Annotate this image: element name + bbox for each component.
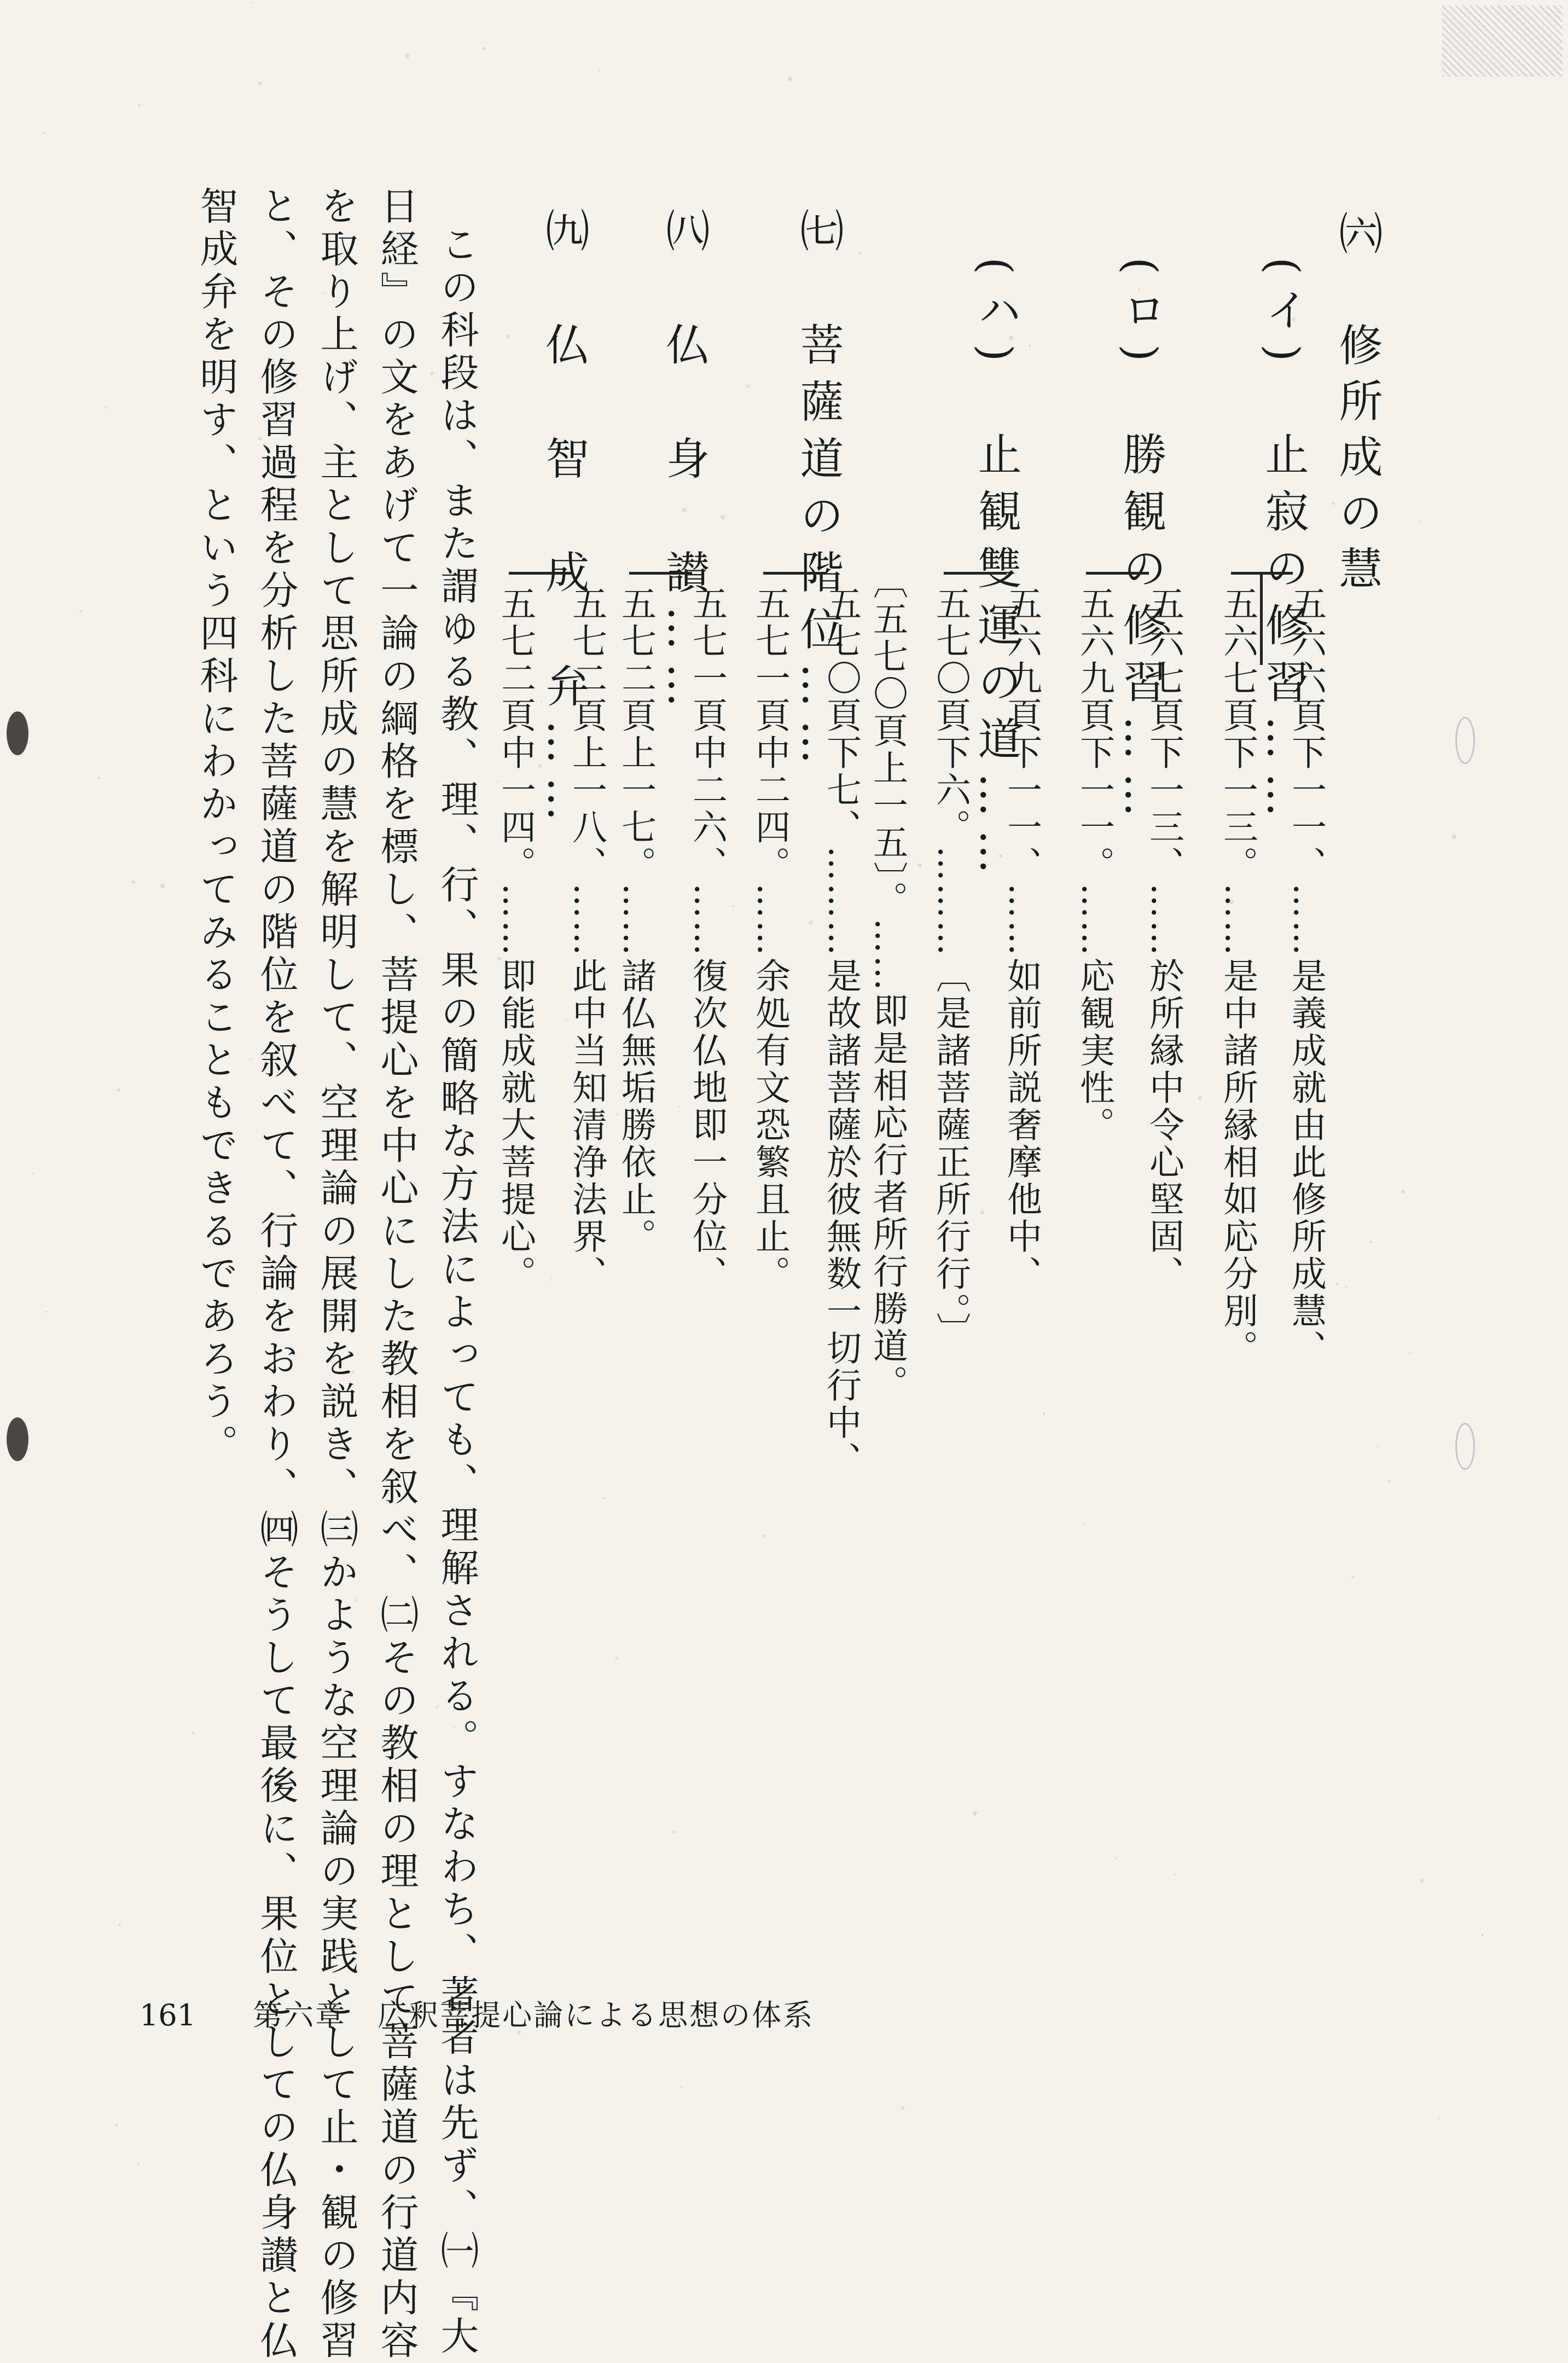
scan-speck: [453, 1726, 455, 1728]
scan-speck: [42, 132, 44, 134]
page-footer: [140, 1992, 814, 2034]
scan-speck: [578, 1179, 580, 1182]
reference-line: 五七〇頁下七、………是故諸菩薩於彼無数一切行中、: [821, 586, 861, 1479]
bracket-tick: [1086, 572, 1118, 575]
scan-speck: [615, 1657, 618, 1660]
bracket-tick: [974, 572, 1007, 575]
item-label-7: ㈦ 菩薩道の階位……: [793, 208, 844, 777]
scan-speck: [430, 372, 434, 375]
item-label-ha: (ハ) 止観雙運の道……: [971, 257, 1021, 887]
reference-line: 〔五七〇頁上一五〕。……即是相応行者所行勝道。: [867, 564, 908, 1402]
scan-speck: [79, 610, 82, 613]
bracket-tick: [944, 572, 975, 575]
scan-speck: [118, 1924, 121, 1926]
scan-speck: [1419, 521, 1420, 523]
bracket-tick: [763, 572, 795, 575]
bracket-tick: [793, 572, 826, 575]
reference-line: 五七二頁上一七。……諸仏無垢勝依止。: [615, 586, 656, 1255]
scan-speck: [1351, 1576, 1354, 1579]
scan-speck: [482, 47, 485, 50]
scan-speck: [1292, 317, 1296, 321]
reference-line: 五七二頁上一八、……此中当知清浄法界、: [566, 586, 607, 1293]
scan-speck: [540, 700, 542, 703]
scan-speck: [405, 53, 409, 57]
scan-speck: [680, 2087, 682, 2088]
scan-speck: [45, 1311, 47, 1313]
scan-speck: [746, 385, 750, 388]
scan-speck: [517, 2031, 521, 2035]
scan-mark: [1455, 1423, 1475, 1470]
scan-speck: [98, 777, 101, 779]
reference-line: 五七〇頁下六。………〔是諸菩薩正所行行。〕: [930, 586, 971, 1350]
scan-speck: [682, 508, 687, 512]
scan-speck: [917, 863, 922, 867]
scan-speck: [859, 252, 862, 254]
item-label-i: (イ) 止寂の修習……: [1258, 257, 1309, 830]
scan-speck: [979, 585, 983, 589]
scan-speck: [115, 2124, 118, 2127]
scan-speck: [999, 854, 1002, 858]
bracket-tick: [1231, 572, 1263, 575]
scan-speck: [538, 764, 542, 768]
scan-speck: [1229, 900, 1234, 904]
scan-speck: [1043, 1412, 1046, 1415]
scan-speck: [322, 292, 324, 294]
paragraph-line: 日経』の文をあげて一論の綱格を標し、菩提心を中心にした教相を叙べ、㈡その教相の理として菩薩道の行道内容: [374, 186, 419, 2363]
item-label-9: ㈨ 仏 智 成 弁……: [538, 208, 589, 834]
scan-speck: [258, 437, 262, 441]
scan-speck: [104, 407, 106, 408]
scan-noise: [1442, 5, 1563, 77]
reference-line: 五六七頁下一三。……是中諸所縁相如応分別。: [1217, 586, 1258, 1367]
reference-line: 五七一頁中二六、……復次仏地即一分位、: [687, 586, 727, 1293]
scan-speck: [980, 1211, 984, 1214]
paragraph-line: この科段は、また謂ゆる教、理、行、果の簡略な方法によっても、理解される。すなわち、著者は先ず、㈠『大: [434, 224, 479, 2359]
scan-speck: [506, 335, 509, 338]
reference-line: 五六九頁下一一、……如前所説奢摩他中、: [1001, 586, 1042, 1293]
scan-speck: [1388, 1480, 1391, 1482]
scan-speck: [1083, 1523, 1084, 1525]
scan-speck: [191, 1731, 194, 1734]
scan-speck: [1138, 287, 1140, 289]
scan-speck: [642, 1201, 644, 1203]
scan-speck: [809, 920, 813, 925]
scan-speck: [117, 1088, 120, 1092]
scan-speck: [602, 1497, 605, 1499]
item-label-8: ㈧ 仏 身 讃……: [659, 208, 710, 720]
reference-line: 五六七頁下一三、……於所縁中令心堅固、: [1143, 586, 1184, 1293]
scan-speck: [901, 2106, 905, 2110]
scan-speck: [1401, 1190, 1405, 1194]
scan-speck: [258, 82, 262, 85]
scan-speck: [1438, 2117, 1440, 2119]
page-number: 161: [140, 1998, 196, 2032]
scan-speck: [721, 515, 725, 519]
scan-speck: [1029, 345, 1031, 347]
scan-speck: [597, 70, 600, 72]
scan-speck: [1369, 1241, 1372, 1243]
bracket-tick: [509, 572, 541, 575]
scan-speck: [1336, 1283, 1339, 1285]
scan-speck: [249, 1058, 251, 1060]
scan-speck: [1346, 1287, 1348, 1288]
scan-speck: [281, 1435, 284, 1438]
scan-speck: [160, 884, 165, 888]
item-label-ro: (ロ) 勝観の修習……: [1116, 257, 1166, 830]
scan-speck: [208, 489, 211, 492]
section-heading: ㈥ 修所成の慧: [1332, 211, 1383, 601]
paragraph-line: と、その修習過程を分析した菩薩道の階位を叙べて、行論をおわり、㈣そうして最後に、果位としての仏身讃と仏: [254, 186, 299, 2363]
chapter-title: 第六章 広釈菩提心論による思想の体系: [253, 1998, 815, 2032]
scan-speck: [673, 576, 676, 579]
scan-speck: [1158, 986, 1160, 987]
scan-speck: [1420, 1878, 1424, 1883]
bracket-tick: [1260, 572, 1293, 575]
scan-speck: [1009, 336, 1013, 340]
scan-speck: [496, 780, 497, 782]
scan-speck: [788, 77, 792, 81]
scan-speck: [32, 1173, 33, 1174]
paragraph-line: を取り上げ、主として思所成の慧を解明して、空理論の展開を説き、㈢かような空理論の実践として止・観の修習: [314, 186, 359, 2363]
scan-speck: [699, 1208, 702, 1212]
scan-speck: [973, 1811, 977, 1815]
scan-speck: [1116, 1858, 1117, 1860]
scan-speck: [273, 751, 277, 755]
scan-speck: [1174, 1874, 1176, 1876]
scan-speck: [408, 2088, 412, 2092]
binding-hole: [7, 711, 28, 755]
reference-line: 五六六頁下一一、……是義成就由此修所成慧、: [1286, 586, 1326, 1367]
scan-speck: [252, 2, 253, 3]
scan-speck: [672, 1831, 675, 1833]
scan-speck: [1198, 1096, 1202, 1100]
scan-speck: [678, 1105, 681, 1108]
paragraph-line: 智成弁を明す、という四科にわかってみることもできるであろう。: [194, 186, 239, 1467]
scan-speck: [1332, 502, 1335, 505]
scan-speck: [615, 1113, 618, 1115]
bracket-tick: [1116, 572, 1149, 575]
bracket-tick: [659, 572, 692, 575]
bracket-tick: [539, 572, 572, 575]
reference-line: 五七二頁中一四。……即能成就大菩提心。: [495, 586, 536, 1293]
scan-speck: [497, 957, 502, 961]
scan-speck: [435, 1706, 438, 1708]
bracket-tick: [629, 572, 661, 575]
scan-speck: [132, 881, 135, 884]
scan-speck: [822, 609, 824, 611]
binding-hole: [7, 1417, 28, 1461]
bracket-line: [1260, 572, 1263, 665]
reference-line: 五七一頁中二四。……余処有文恐繁且止。: [750, 586, 790, 1293]
scan-speck: [762, 1534, 765, 1537]
scan-speck: [352, 1371, 355, 1374]
scan-speck: [1481, 1934, 1484, 1937]
scan-speck: [551, 1279, 553, 1281]
scan-speck: [732, 905, 734, 907]
scan-speck: [565, 1019, 567, 1021]
reference-line: 五六九頁下一一。……応観実性。: [1074, 586, 1114, 1144]
scan-mark: [1455, 717, 1475, 764]
scan-speck: [1409, 1352, 1411, 1353]
scan-speck: [138, 104, 141, 107]
scan-speck: [355, 1599, 357, 1602]
scan-speck: [1452, 835, 1456, 839]
scan-speck: [1377, 1445, 1379, 1447]
scan-speck: [1133, 667, 1135, 669]
scan-speck: [137, 2163, 140, 2165]
